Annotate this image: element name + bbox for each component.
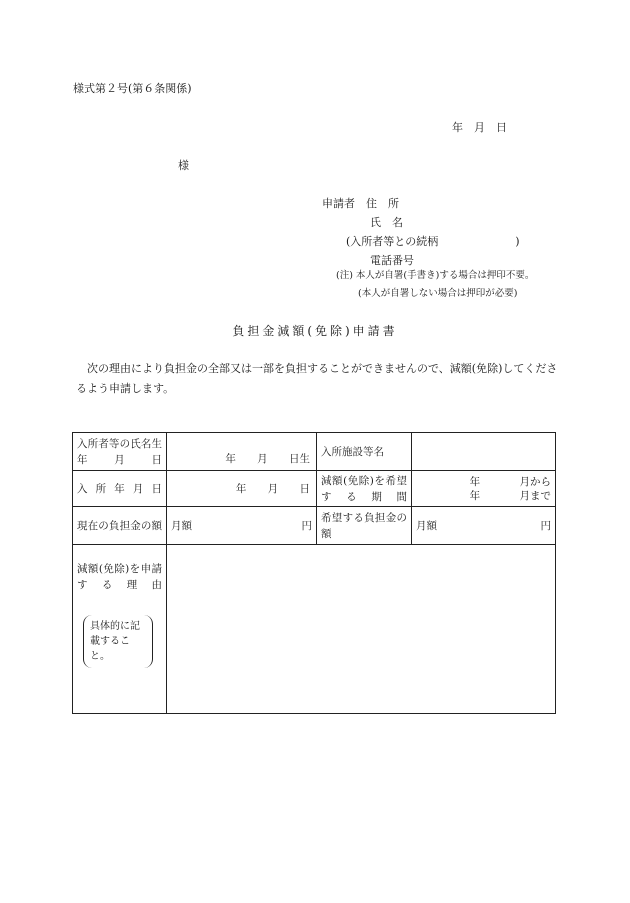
request-statement: 次の理由により負担金の全部又は一部を負担することができませんので、減額(免除)してくださるよう申請します。 bbox=[76, 362, 558, 395]
note-line-1: (注) 本人が自署(手書き)する場合は押印不要。 bbox=[336, 270, 535, 281]
applicant-address-label: 申請者 住 所 bbox=[322, 197, 399, 210]
applicant-block bbox=[322, 194, 520, 270]
current-amount-field[interactable] bbox=[167, 507, 317, 545]
reason-label: 減額(免除)を申請する理由 bbox=[77, 563, 162, 591]
applicant-phone-label: 電話番号 bbox=[370, 254, 414, 267]
table-row bbox=[73, 545, 556, 714]
desired-amount-label: 希望する負担金の額 bbox=[321, 511, 407, 540]
current-amount-prefix: 月額 bbox=[171, 520, 192, 532]
reason-instruction: 具体的に記載すること。 bbox=[83, 615, 153, 668]
reason-label-cell bbox=[73, 545, 167, 714]
facility-name-label: 入所施設等名 bbox=[321, 445, 384, 458]
application-date: 年 月 日 bbox=[452, 121, 507, 134]
application-table bbox=[72, 432, 556, 714]
form-number: 様式第２号(第６条関係) bbox=[73, 82, 192, 95]
facility-label-cell bbox=[317, 433, 412, 471]
desired-amount-label-cell bbox=[317, 507, 412, 545]
desired-amount-field[interactable] bbox=[412, 507, 556, 545]
resident-label-cell bbox=[73, 433, 167, 471]
current-amount-unit: 円 bbox=[301, 520, 312, 532]
admission-date-label: 入所年月日 bbox=[77, 482, 162, 495]
reduction-period-field[interactable] bbox=[412, 471, 556, 507]
reason-field[interactable] bbox=[167, 545, 556, 714]
current-amount-label: 現在の負担金の額 bbox=[77, 519, 162, 532]
signature-note bbox=[336, 267, 534, 303]
applicant-name-label: 氏 名 bbox=[370, 216, 403, 229]
applicant-relation-label: (入所者等との続柄 ) bbox=[346, 235, 520, 248]
admission-label-cell bbox=[73, 471, 167, 507]
current-amount-label-cell bbox=[73, 507, 167, 545]
period-label-cell bbox=[317, 471, 412, 507]
facility-name-field[interactable] bbox=[412, 433, 556, 471]
birthdate-field[interactable]: 年 月 日生 bbox=[167, 433, 317, 471]
table-row bbox=[73, 433, 556, 471]
period-to: 年 月まで bbox=[469, 489, 551, 502]
desired-amount-unit: 円 bbox=[540, 520, 551, 532]
reduction-period-label: 減額(免除)を希望する期間 bbox=[321, 474, 407, 503]
table-row bbox=[73, 507, 556, 545]
desired-amount-prefix: 月額 bbox=[416, 520, 437, 532]
note-line-2: (本人が自署しない場合は押印が必要) bbox=[358, 288, 518, 299]
addressee-suffix: 様 bbox=[178, 159, 189, 172]
admission-date-field[interactable]: 年 月 日 bbox=[167, 471, 317, 507]
resident-name-birth-label: 入所者等の氏名生年月日 bbox=[77, 437, 162, 466]
table-row bbox=[73, 471, 556, 507]
document-title: 負担金減額(免除)申請書 bbox=[232, 324, 398, 338]
period-from: 年 月から bbox=[469, 475, 551, 488]
